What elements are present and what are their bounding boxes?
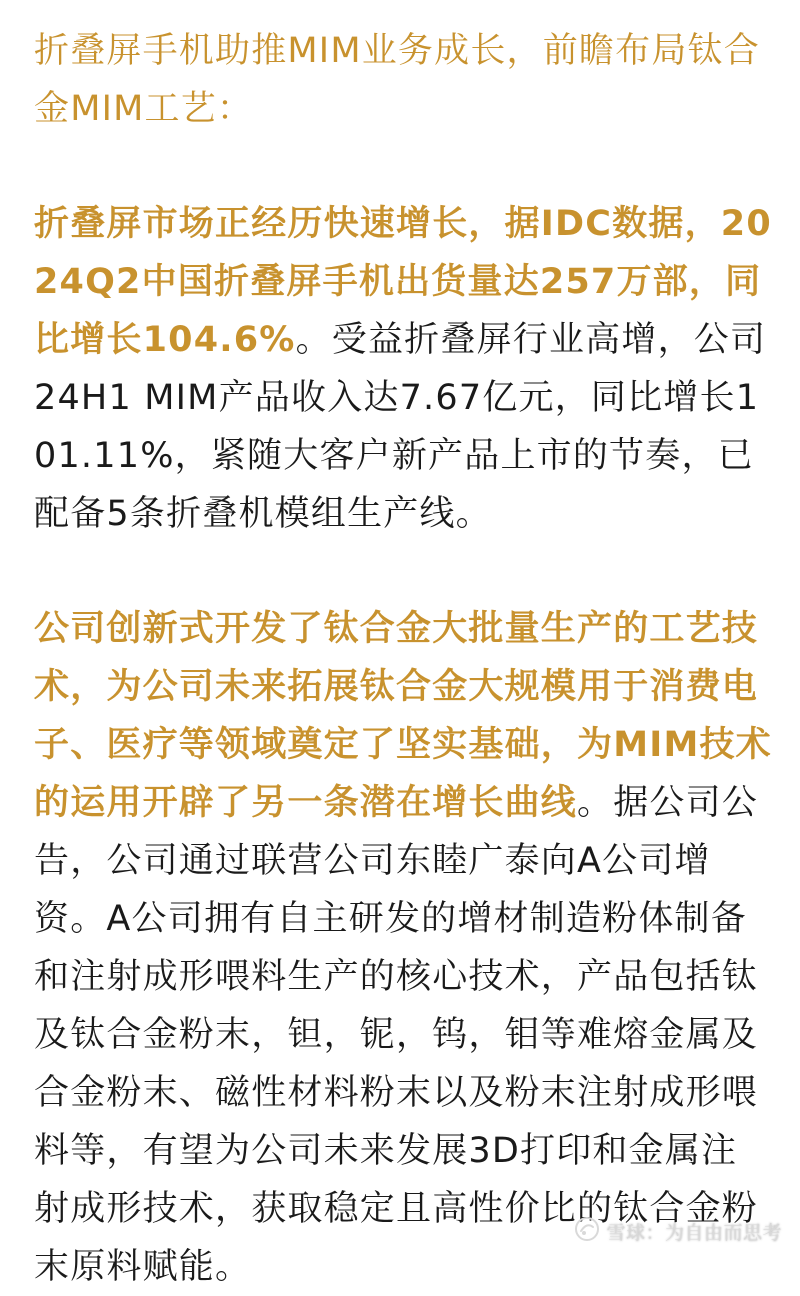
article-body <box>34 22 772 1296</box>
watermark <box>574 1213 782 1249</box>
highlight-text: 折叠屏市场正经历快速增长，据IDC数据，2024Q2中国折叠屏手机出货量达257万部，同比增长104.6% <box>34 204 772 360</box>
paragraph-titanium-process <box>34 600 772 1296</box>
body-text: 。据公司公告，公司通过联营公司东睦广泰向A公司增资。A公司拥有自主研发的增材制造粉体制备和注射成形喂料生产的核心技术，产品包括钛及钛合金粉末，钽，铌，钨，钼等难熔金属及合金粉末、磁性材料粉末以及粉末注射成形喂料等，有望为公司未来发展3D打印和金属注射成形技术，获取稳定且高性价比的钛合金粉末原料赋能。 <box>34 783 759 1287</box>
section-heading: 折叠屏手机助推MIM业务成长，前瞻布局钛合金MIM工艺： <box>34 31 760 129</box>
highlight-text: 公司创新式开发了钛合金大批量生产的工艺技术，为公司未来拓展钛合金大规模用于消费电子、医疗等领域奠定了坚实基础，为MIM技术的运用开辟了另一条潜在增长曲线 <box>34 609 772 823</box>
watermark-text: 雪球：为自由而思考 <box>606 1221 782 1244</box>
snowball-icon <box>574 1216 600 1247</box>
paragraph-foldable-market <box>34 195 772 543</box>
body-text: 。受益折叠屏行业高增，公司24H1 MIM产品收入达7.67亿元，同比增长101.11%，紧随大客户新产品上市的节奏，已配备5条折叠机模组生产线。 <box>34 320 767 534</box>
